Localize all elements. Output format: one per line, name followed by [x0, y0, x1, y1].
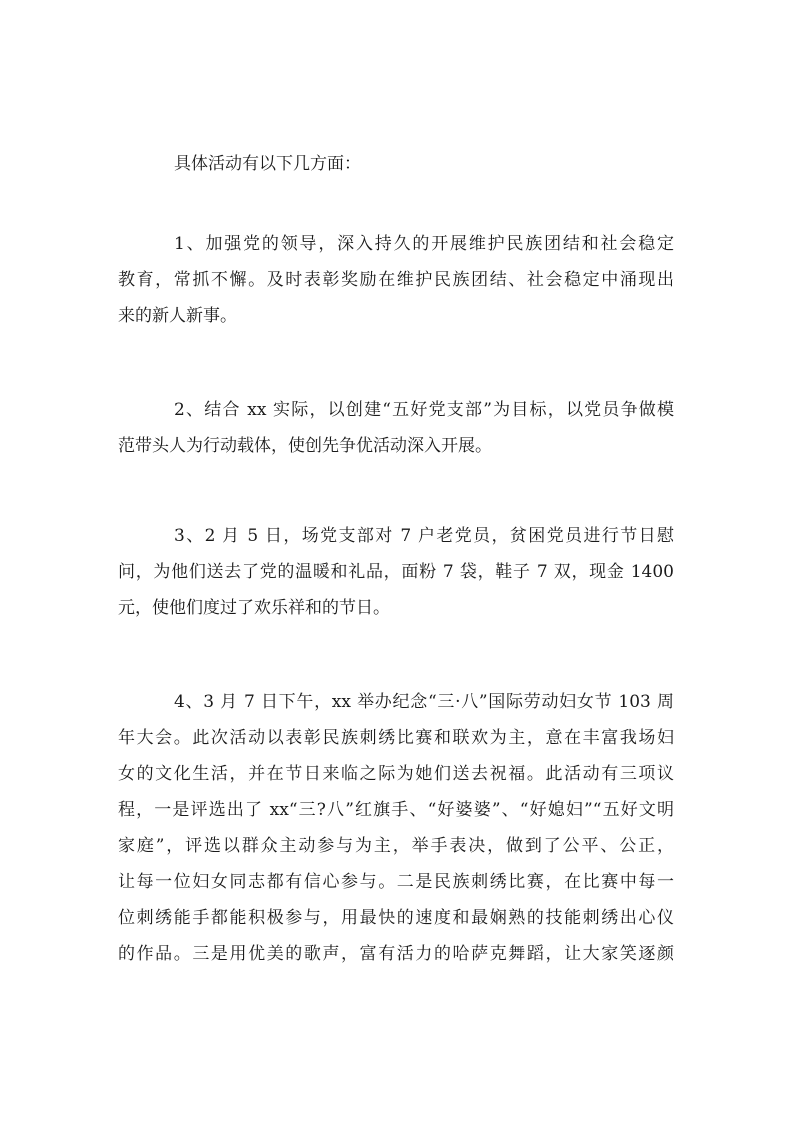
- item-4-line-5: 家庭”，评选以群众主动参与为主，举手表决，做到了公平、公正，: [118, 836, 674, 856]
- item-4-line-4: 程，一是评选出了 xx“三?八”红旗手、“好婆婆”、“好媳妇”“五好文明: [118, 800, 674, 820]
- item-3-paragraph: [118, 518, 674, 626]
- item-2-paragraph: [118, 392, 674, 464]
- item-2-line-2: 范带头人为行动载体，使创先争优活动深入开展。: [118, 436, 492, 456]
- item-3-line-3: 元，使他们度过了欢乐祥和的节日。: [118, 598, 390, 618]
- item-3-line-2: 问，为他们送去了党的温暖和礼品，面粉 7 袋，鞋子 7 双，现金 1400: [118, 562, 674, 582]
- item-4-line-1: 4、3 月 7 日下午，xx 举办纪念“三·八”国际劳动妇女节 103 周: [174, 692, 674, 712]
- item-1-line-3: 来的新人新事。: [118, 306, 237, 326]
- intro-paragraph: [118, 146, 674, 182]
- item-4-line-8: 的作品。三是用优美的歌声，富有活力的哈萨克舞蹈，让大家笑逐颜: [118, 944, 674, 964]
- item-1-line-1: 1、加强党的领导，深入持久的开展维护民族团结和社会稳定: [174, 234, 674, 254]
- item-1-paragraph: [118, 226, 674, 334]
- intro-line: 具体活动有以下几方面：: [174, 154, 361, 174]
- item-4-line-3: 女的文化生活，并在节日来临之际为她们送去祝福。此活动有三项议: [118, 764, 674, 784]
- item-4-line-2: 年大会。此次活动以表彰民族刺绣比赛和联欢为主，意在丰富我场妇: [118, 728, 674, 748]
- item-2-line-1: 2、结合 xx 实际，以创建“五好党支部”为目标，以党员争做模: [174, 400, 674, 420]
- item-1-line-2: 教育，常抓不懈。及时表彰奖励在维护民族团结、社会稳定中涌现出: [118, 270, 674, 290]
- item-4-paragraph: [118, 684, 674, 972]
- item-3-line-1: 3、2 月 5 日，场党支部对 7 户老党员，贫困党员进行节日慰: [174, 526, 674, 546]
- item-4-line-6: 让每一位妇女同志都有信心参与。二是民族刺绣比赛，在比赛中每一: [118, 872, 674, 892]
- item-4-line-7: 位刺绣能手都能积极参与，用最快的速度和最娴熟的技能刺绣出心仪: [118, 908, 674, 928]
